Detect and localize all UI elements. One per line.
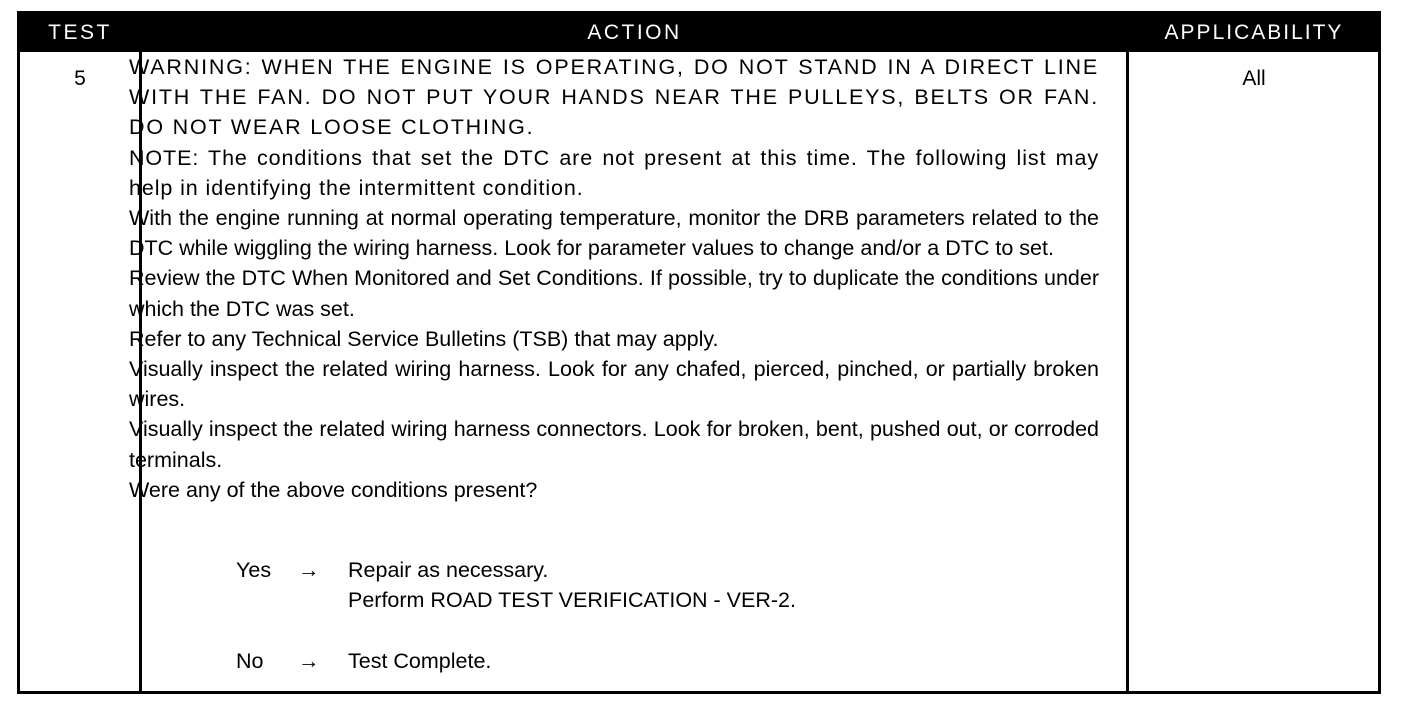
instruction-review-dtc: Review the DTC When Monitored and Set Conditions. If possible, try to duplicate the conditions under which the DTC was set.	[129, 266, 1099, 321]
question-text: Were any of the above conditions present?	[129, 477, 538, 502]
yes-result	[348, 555, 796, 615]
header-test: TEST	[48, 21, 112, 44]
note-text: NOTE: The conditions that set the DTC are not present at this time. The following list may help in identifying the intermittent condition.	[129, 145, 1099, 200]
instruction-inspect-connectors: Visually inspect the related wiring harness connectors. Look for broken, bent, pushed out, or corroded terminals.	[129, 417, 1099, 472]
column-divider-applicability	[1126, 52, 1129, 694]
test-number: 5	[74, 67, 86, 90]
instruction-tsb: Refer to any Technical Service Bulletins (TSB) that may apply.	[129, 326, 719, 351]
no-result	[348, 646, 491, 676]
instruction-monitor: With the engine running at normal operating temperature, monitor the DRB parameters related to the DTC while wiggling the wiring harness. Look for parameter values to change and/or a DTC to set.	[129, 206, 1099, 261]
no-result-line: Test Complete.	[348, 649, 492, 673]
yes-label: Yes	[236, 558, 272, 582]
applicability-value: All	[1242, 67, 1266, 90]
header-applicability: APPLICABILITY	[1164, 21, 1344, 44]
table-header	[20, 14, 1378, 52]
warning-text: WARNING: WHEN THE ENGINE IS OPERATING, DO NOT STAND IN A DIRECT LINE WITH THE FAN. DO NOT PUT YOUR HANDS NEAR THE PULLEYS, BELTS OR FAN. DO NOT WEAR LOOSE CLOTHING.	[129, 55, 1099, 140]
action-cell	[129, 52, 1099, 505]
yes-arrow-icon: →	[298, 558, 320, 582]
no-label: No	[236, 649, 264, 673]
yes-result-line: Repair as necessary.	[348, 558, 549, 582]
header-action: ACTION	[587, 21, 682, 44]
no-arrow-icon: →	[298, 649, 320, 673]
instruction-inspect-harness: Visually inspect the related wiring harness. Look for any chafed, pierced, pinched, or partially broken wires.	[129, 357, 1099, 412]
yes-result-line: Perform ROAD TEST VERIFICATION - VER-2.	[348, 588, 796, 613]
